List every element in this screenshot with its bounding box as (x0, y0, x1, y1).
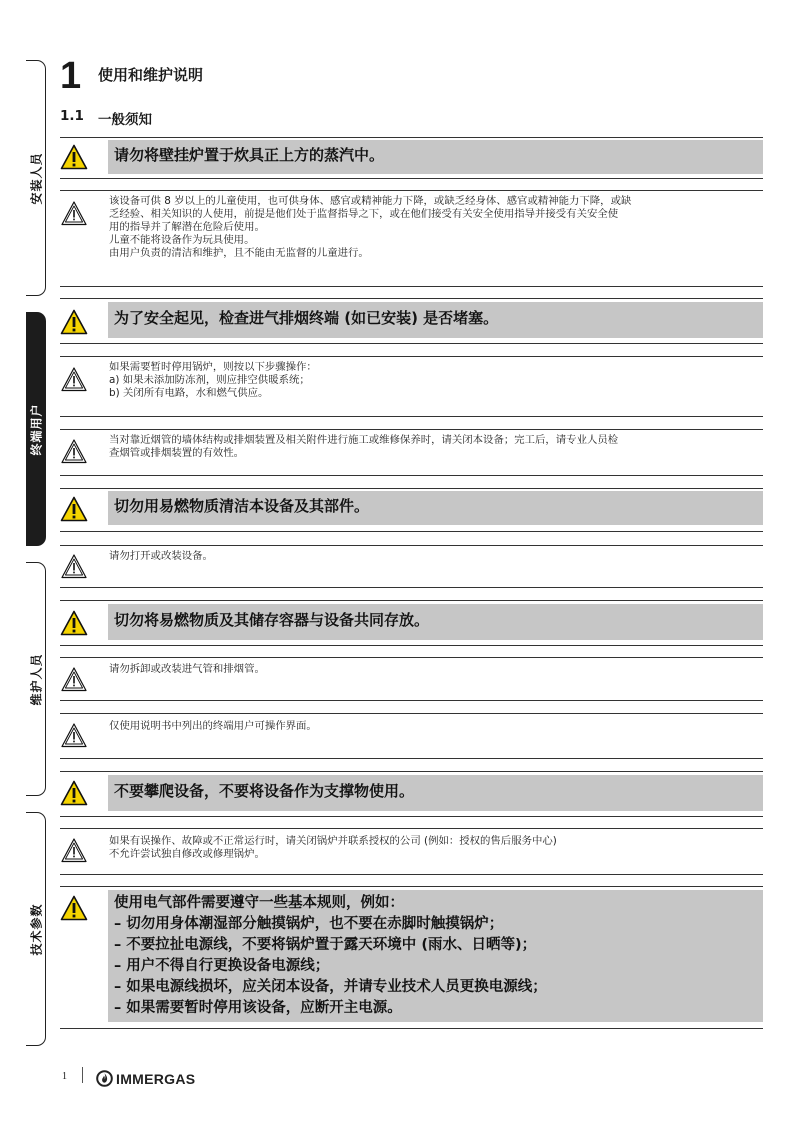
note-text: 如果需要暂时停用锅炉，则按以下步骤操作： a) 如果未添加防冻剂，则应排空供暖系统； b) 关闭所有电路，水和燃气供应。 (109, 361, 317, 399)
caution-icon (60, 666, 88, 692)
warning-icon (60, 496, 88, 522)
warning-banner: 请勿将壁挂炉置于炊具正上方的蒸汽中。 (108, 140, 763, 174)
note-text: 该设备可供 8 岁以上的儿童使用，也可供身体、感官或精神能力下降，或缺乏经身体、感官或精神能力下降，或缺 乏经验、相关知识的人使用，前提是他们处于监督指导之下，或在他们接受有关安全使用指导并接受有关安全使 用的指导并了解潜在危险后使用。 儿童不能将设备作为玩具使用。 由用户负责的清洁和维护，且不能由无监督的儿童进行。 (109, 195, 632, 259)
warning-icon (60, 780, 88, 806)
caution-icon (60, 722, 88, 748)
footer-divider (82, 1067, 83, 1083)
note-text: 如果有误操作、故障或不正常运行时，请关闭锅炉并联系授权的公司 (例如：授权的售后服务中心) 不允许尝试独自修改或修理锅炉。 (109, 835, 557, 860)
caution-icon (60, 366, 88, 392)
warning-banner: 为了安全起见，检查进气排烟终端 (如已安装) 是否堵塞。 (108, 302, 763, 338)
caution-icon (60, 553, 88, 579)
page-number: 1 (62, 1071, 67, 1082)
side-tab-installer-label: 安装人员 (29, 151, 44, 205)
warning-banner: 切勿将易燃物质及其储存容器与设备共同存放。 (108, 604, 763, 640)
warning-icon (60, 309, 88, 335)
caution-icon (60, 438, 88, 464)
warning-icon (60, 895, 88, 921)
side-tab-technical-label: 技术参数 (29, 902, 44, 956)
chapter-title: 使用和维护说明 (98, 66, 204, 84)
caution-icon (60, 200, 88, 226)
flame-logo-icon (96, 1070, 113, 1087)
caution-icon (60, 837, 88, 863)
warning-icon (60, 144, 88, 170)
warning-banner: 不要攀爬设备，不要将设备作为支撑物使用。 (108, 775, 763, 811)
warning-banner: 使用电气部件需要遵守一些基本规则，例如： – 切勿用身体潮湿部分触摸锅炉，也不要在赤脚时触摸锅炉； – 不要拉扯电源线，不要将锅炉置于露天环境中 (雨水、日晒等)； – 用户不得自行更换设备电源线； – 如果电源线损坏，应关闭本设备，并请专业技术人员更换电源线； – 如果需要暂时停用该设备，应断开主电源。 (108, 890, 763, 1022)
warning-icon (60, 610, 88, 636)
section-number: 1.1 (60, 108, 84, 124)
note-text: 请勿打开或改装设备。 (109, 550, 213, 562)
note-text: 仅使用说明书中列出的终端用户可操作界面。 (109, 720, 317, 732)
side-tab-end-user-label: 终端用户 (29, 402, 44, 456)
note-text: 请勿拆卸或改装进气管和排烟管。 (109, 663, 265, 675)
immergas-logo (96, 1070, 195, 1087)
warning-banner: 切勿用易燃物质清洁本设备及其部件。 (108, 491, 763, 525)
section-title: 一般须知 (98, 112, 152, 128)
note-text: 当对靠近烟管的墙体结构或排烟装置及相关附件进行施工或维修保养时，请关闭本设备；完工后，请专业人员检 查烟管或排烟装置的有效性。 (109, 434, 619, 459)
brand-name: IMMERGAS (116, 1070, 196, 1087)
side-tab-maintenance-label: 维护人员 (29, 652, 44, 706)
chapter-number: 1 (60, 55, 82, 97)
